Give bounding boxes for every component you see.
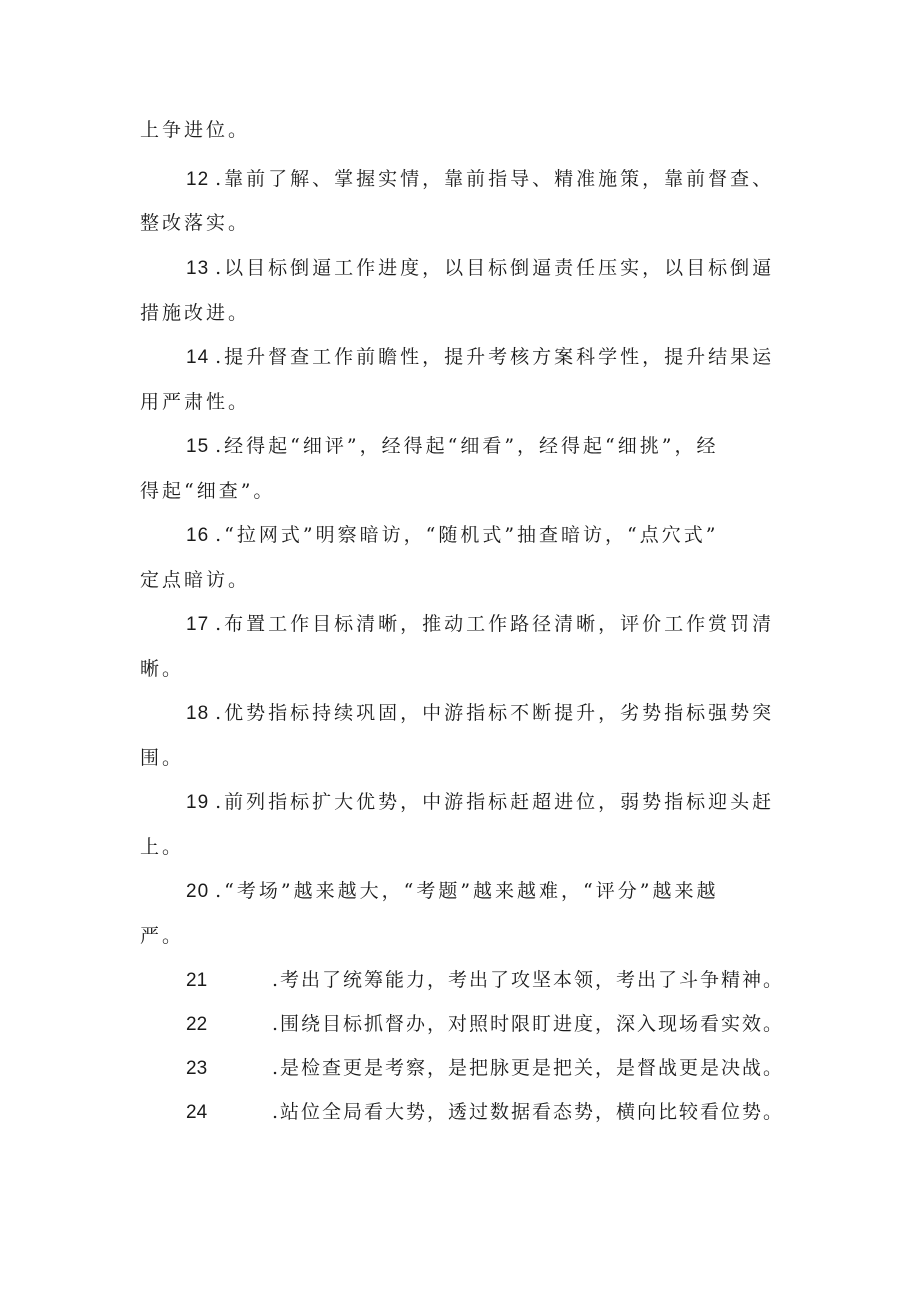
item-number: 21 <box>186 970 208 991</box>
list-item-21 <box>186 967 790 994</box>
item-text: 定点暗访。 <box>140 569 251 591</box>
list-item-18-line-1 <box>186 700 790 727</box>
item-number: 22 <box>186 1014 208 1035</box>
item-text: .以目标倒逼工作进度，以目标倒逼责任压实，以目标倒逼 <box>215 257 775 279</box>
list-item-12-line-2 <box>140 210 790 236</box>
item-text: 严。 <box>140 925 185 947</box>
item-text: .优势指标持续巩固，中游指标不断提升，劣势指标强势突 <box>215 702 775 724</box>
list-item-14-line-2 <box>140 389 790 415</box>
item-text: 围。 <box>140 747 185 769</box>
item-text: .考出了统筹能力，考出了攻坚本领，考出了斗争精神。 <box>272 969 785 991</box>
list-item-15-line-2 <box>140 478 790 504</box>
item-text: 上。 <box>140 836 185 858</box>
item-text: .站位全局看大势，透过数据看态势，横向比较看位势。 <box>272 1101 785 1123</box>
list-item-17-line-2 <box>140 656 790 682</box>
item-text: .靠前了解、掌握实情，靠前指导、精准施策，靠前督查、 <box>215 168 775 190</box>
item-number: 18 <box>186 703 210 724</box>
list-item-24 <box>186 1099 790 1126</box>
item-number: 23 <box>186 1058 208 1079</box>
item-number: 17 <box>186 614 210 635</box>
list-item-23 <box>186 1055 790 1082</box>
list-item-19-line-1 <box>186 789 790 816</box>
item-text: .经得起“细评”，经得起“细看”，经得起“细挑”，经 <box>215 435 719 457</box>
item-number: 16 <box>186 525 210 546</box>
list-item-16-line-1 <box>186 522 790 549</box>
item-text: .“考场”越来越大，“考题”越来越难，“评分”越来越 <box>215 880 719 902</box>
list-item-13-line-2 <box>140 300 790 326</box>
item-text: .前列指标扩大优势，中游指标赶超进位，弱势指标迎头赶 <box>215 791 775 813</box>
item-number: 14 <box>186 347 210 368</box>
list-item-13-line-1 <box>186 255 790 282</box>
list-item-18-line-2 <box>140 745 790 771</box>
item-text: .是检查更是考察，是把脉更是把关，是督战更是决战。 <box>272 1057 785 1079</box>
list-item-16-line-2 <box>140 567 790 593</box>
item-text: 用严肃性。 <box>140 391 251 413</box>
list-item-22 <box>186 1011 790 1038</box>
item-number: 13 <box>186 258 210 279</box>
item-number: 12 <box>186 169 210 190</box>
item-text: .“拉网式”明察暗访，“随机式”抽查暗访，“点穴式” <box>215 524 719 546</box>
item-text: 晰。 <box>140 658 185 680</box>
item-text: .布置工作目标清晰，推动工作路径清晰，评价工作赏罚清 <box>215 613 775 635</box>
item-text: 整改落实。 <box>140 212 251 234</box>
item-number: 15 <box>186 436 210 457</box>
list-item-20-line-2 <box>140 923 790 949</box>
text-line <box>140 117 790 143</box>
item-text: .围绕目标抓督办，对照时限盯进度，深入现场看实效。 <box>272 1013 785 1035</box>
paragraph-continuation: 上争进位。 <box>140 119 251 141</box>
item-number: 19 <box>186 792 210 813</box>
list-item-14-line-1 <box>186 344 790 371</box>
list-item-20-line-1 <box>186 878 790 905</box>
item-text: 措施改进。 <box>140 302 251 324</box>
item-text: 得起“细查”。 <box>140 480 276 502</box>
list-item-12-line-1 <box>186 166 790 193</box>
item-number: 20 <box>186 881 210 902</box>
list-item-19-line-2 <box>140 834 790 860</box>
list-item-17-line-1 <box>186 611 790 638</box>
item-text: .提升督查工作前瞻性，提升考核方案科学性，提升结果运 <box>215 346 775 368</box>
item-number: 24 <box>186 1102 208 1123</box>
list-item-15-line-1 <box>186 433 790 460</box>
